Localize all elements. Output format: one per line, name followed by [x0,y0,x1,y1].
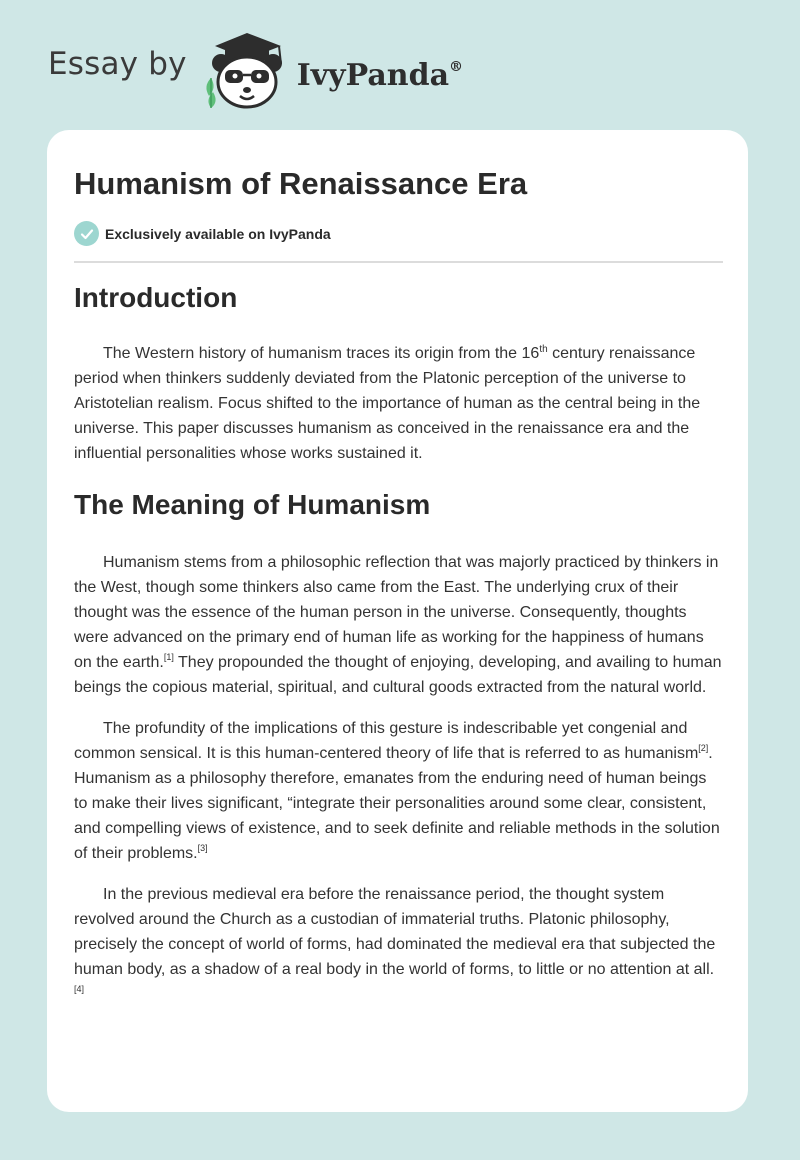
article-body [74,282,724,1007]
text-run: The profundity of the implications of this gesture is indescribable yet congenial and common sensical. It is this human-centered theory of life that is referred to as humanism [74,720,699,762]
footnote-ref-1[interactable]: [1] [163,652,174,662]
site-header [48,30,463,110]
superscript-th: th [539,344,548,355]
brand-label: IvyPanda [296,57,450,93]
essay-card [47,130,748,1112]
text-run: . Humanism as a philosophy therefore, emanates from the enduring need of human beings to make their lives significant, “integrate their personalities around some clear, consistent, and compelling views of existence, and to seek definite and reliable methods in the solution of their problems. [74,745,720,862]
section-heading-introduction: Introduction [74,282,238,313]
text-run: The Western history of humanism traces its origin from the 16 [103,345,540,362]
paragraph-meaning-3 [74,882,724,1007]
paragraph-meaning-2 [74,716,724,866]
footnote-ref-2[interactable]: [2] [698,743,709,753]
text-run: century renaissance period when thinkers suddenly deviated from the Platonic perception of the universe to Aristotelian realism. Focus shifted to the importance of human as the central being in the universe. This paper discusses humanism as conceived in the renaissance era and the influential personalities whose works sustained it. [74,345,701,462]
footnote-ref-3[interactable]: [3] [197,843,208,853]
check-icon [74,221,99,246]
divider [74,261,723,263]
text-run: In the previous medieval era before the renaissance period, the thought system revolved around the Church as a custodian of immaterial truths. Platonic philosophy, precisely the concept of world of forms, had dominated the medieval era that subjected the human body, as a shadow of a real body in the world of forms, to little or no attention at all. [74,886,716,978]
section-heading-meaning: The Meaning of Humanism [74,489,431,520]
exclusive-badge [74,221,331,246]
ivypanda-logo-icon[interactable] [201,30,293,110]
badge-label: Exclusively available on IvyPanda [105,225,331,242]
registered-mark: ® [449,58,464,75]
paragraph-introduction [74,341,724,466]
paragraph-meaning-1 [74,550,724,700]
text-run: They propounded the thought of enjoying, developing, and availing to human beings the copious material, spiritual, and cultural goods extracted from the natural world. [74,654,722,696]
text-run: Humanism stems from a philosophic reflection that was majorly practiced by thinkers in the West, though some thinkers also came from the East. The underlying crux of their thought was the essence of the human person in the universe. Consequently, thoughts were advanced on the primary end of human life as working for the happiness of humans on the earth. [74,554,719,671]
page-title: Humanism of Renaissance Era [74,166,528,201]
footnote-ref-4[interactable]: [4] [74,984,85,994]
essay-by-label: Essay by [48,46,187,82]
brand-name[interactable] [297,58,463,93]
